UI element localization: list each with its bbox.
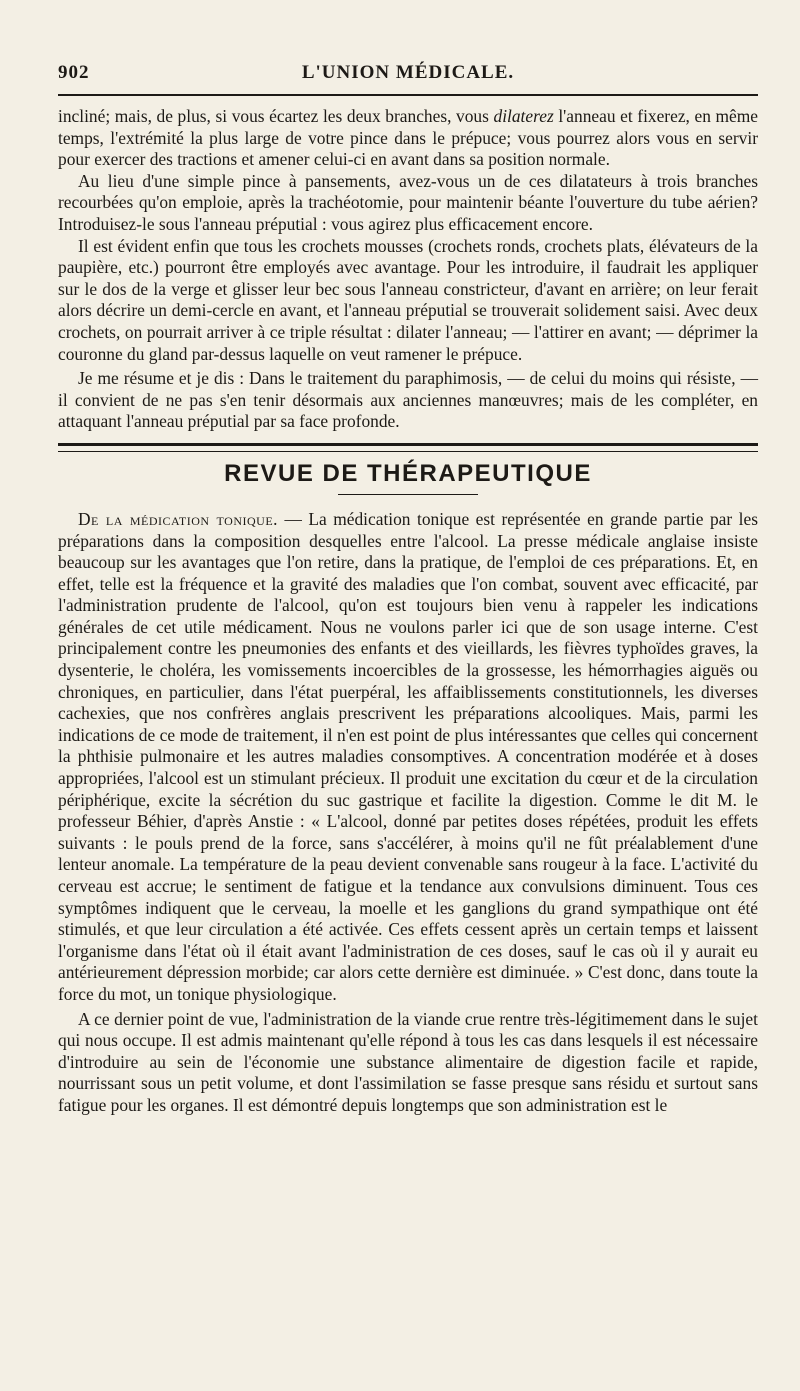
journal-title: L'UNION MÉDICALE. <box>301 62 515 83</box>
section-lead-heading: De la médication tonique. <box>78 508 278 529</box>
paragraph-1-text-b: l'anneau et fixerez, en même temps, l'extrémité la plus large de votre pince dans le prépuce; vous pourrez alors vous en servir pour exercer des tractions et amener celui-ci en avant dans sa position normale. <box>58 106 758 170</box>
therapeutics-review <box>58 509 758 1117</box>
paragraph-1 <box>58 106 758 171</box>
title-underline <box>338 494 478 495</box>
section-lead-paragraph <box>58 509 758 1006</box>
page-number: 902 <box>58 62 90 83</box>
paragraph-4: Je me résume et je dis : Dans le traitement du paraphimosis, — de celui du moins qui résiste, — il convient de ne pas s'en tenir désormais aux anciennes manœuvres; mais de les compléter, en attaquant l'anneau préputial par sa face profonde. <box>58 368 758 432</box>
paragraph-1-text-a: incliné; mais, de plus, si vous écartez les deux branches, vous <box>58 106 494 126</box>
section-title: REVUE DE THÉRAPEUTIQUE <box>224 459 592 487</box>
running-header <box>58 58 758 88</box>
section-rule <box>58 443 758 452</box>
paragraph-1-emphasis: dilaterez <box>493 106 554 126</box>
document-page <box>58 58 758 1117</box>
section-last-paragraph: A ce dernier point de vue, l'administration de la viande crue rentre très-légitimement dans le sujet qui nous occupe. Il est admis maintenant qu'elle répond à tous les cas dans lesquels il est nécessaire d'introduire au sein de l'économie une substance alimentaire de digestion facile et rapide, nourrissant sous un petit volume, et dont l'assimilation se fasse presque sans résidu et surtout sans fatigue pour les organes. Il est démontré depuis longtemps que son administration est le <box>58 1008 758 1115</box>
header-rule <box>58 94 758 96</box>
paragraph-2: Au lieu d'une simple pince à pansements, avez-vous un de ces dilatateurs à trois branches recourbées qu'on emploie, après la trachéotomie, pour maintenir béante l'ouverture du tube aérien? Introduisez-le sous l'anneau préputial : vous agirez plus efficacement encore. <box>58 170 758 234</box>
paragraph-3: Il est évident enfin que tous les crochets mousses (crochets ronds, crochets plats, élévateurs de la paupière, etc.) pourront être employés avec avantage. Pour les introduire, il faudrait les appliquer sur le dos de la verge et glisser leur bec sous l'anneau constricteur, d'avant en arrière; on leur ferait alors décrire un demi-cercle en avant, et l'anneau préputial se trouverait solidement saisi. Avec deux crochets, on pourrait arriver à ce triple résultat : dilater l'anneau; — l'attirer en avant; — déprimer la couronne du gland par-dessus laquelle on veut ramener le prépuce. <box>58 235 758 364</box>
section-lead-text: — La médication tonique est représentée en grande partie par les préparations dans la composition desquelles entre l'alcool. La presse médicale anglaise insiste beaucoup sur les avantages que l'on retire, dans la pratique, de l'emploi de ces préparations. Et, en effet, telle est la fréquence et la gravité des maladies que l'on combat, souvent avec efficacité, par l'administration prudente de l'alcool, qu'on est toujours bien venu à rappeler les indications générales de cet utile médicament. Nous ne voulons parler ici que de son usage interne. C'est principalement contre les pneumonies des enfants et des vieillards, les fièvres typhoïdes graves, la dysenterie, le choléra, les vomissements incoercibles de la grossesse, les hémorrhagies aiguës ou chroniques, en particulier, dans l'état puerpéral, les affaiblissements constitutionnels, les diverses cachexies, que nos confrères anglais prescrivent les préparations alcooliques. Mais, parmi les indications de ce mode de traitement, il n'en est point de plus intéressantes que celles qui concernent la phthisie pulmonaire et les autres maladies consomptives. A concentration modérée et à doses appropriées, l'alcool est un stimulant précieux. Il produit une excitation du cœur et de la circulation périphérique, excite la sécrétion du suc gastrique et facilite la digestion. Comme le dit M. le professeur Béhier, d'après Anstie : « L'alcool, donné par petites doses répétées, produit les effets suivants : le pouls prend de la force, sans s'accélérer, à moins qu'il ne fût préalablement d'une lenteur anomale. La température de la peau devient convenable sans rougeur à la face. L'activité du cerveau est accrue; le sentiment de fatigue et la tendance aux convulsions diminuent. Tous ces symptômes indiquent que le cerveau, la moelle et les ganglions du grand sympathique ont été stimulés, et que leur circulation a été activée. Ces effets cessent après un certain temps et laissent l'organisme dans l'état où il était avant l'administration de ces doses, sauf le cas où il y aurait eu antérieurement dépression morbide; car alors cette dernière est diminuée. » C'est donc, dans toute la force du mot, un tonique physiologique. <box>58 508 758 1004</box>
article-continuation <box>58 106 758 433</box>
